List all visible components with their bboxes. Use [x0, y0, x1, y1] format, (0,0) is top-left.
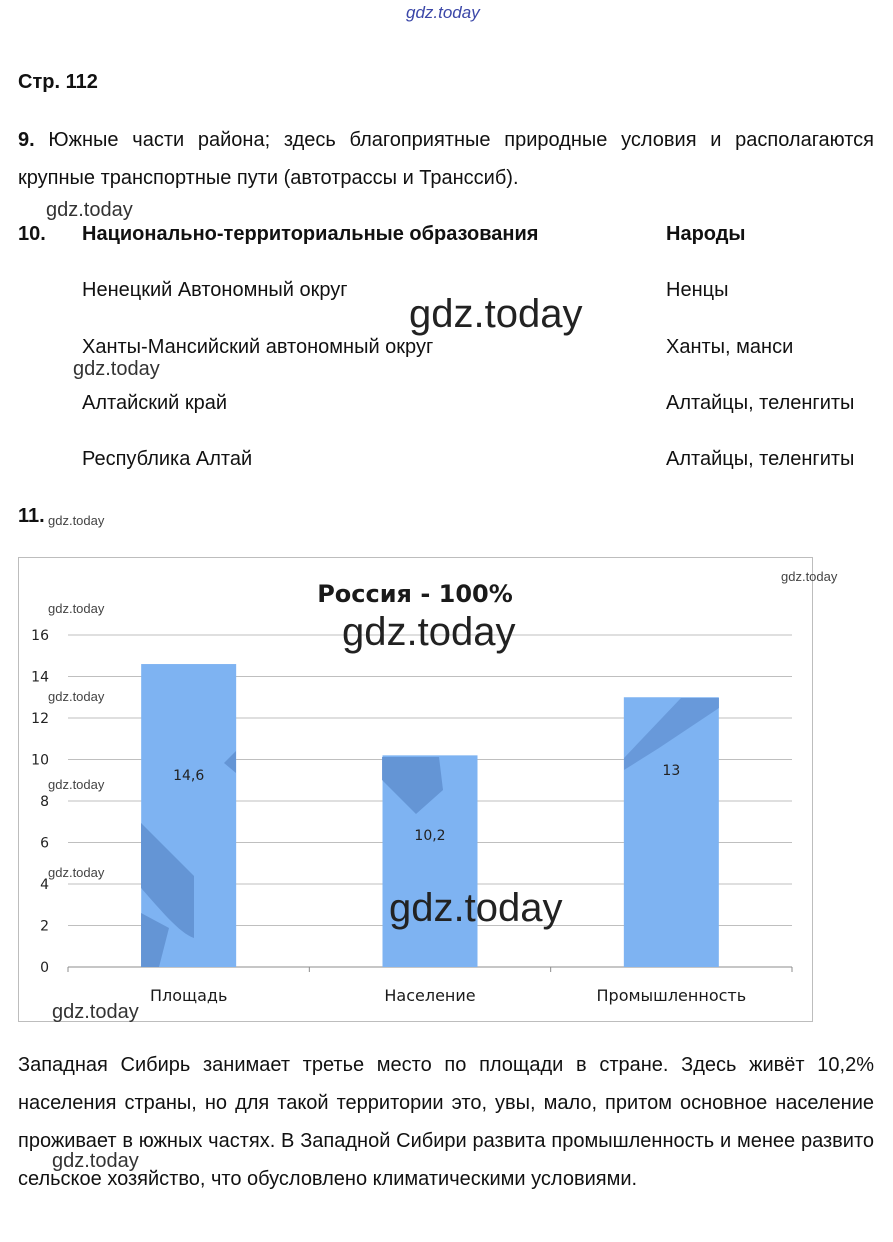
answer-10-number: 10.: [18, 223, 46, 245]
y-tick-label: 6: [40, 835, 49, 852]
y-tick-label: 16: [31, 628, 49, 644]
y-tick-label: 2: [40, 918, 49, 935]
watermark: gdz.today: [52, 1150, 139, 1172]
table-row-peoples: Алтайцы, теленгиты: [666, 392, 855, 414]
watermark: gdz.today: [48, 601, 105, 616]
y-tick-label: 12: [31, 711, 49, 727]
watermark: gdz.today: [409, 292, 583, 336]
chart-title: Россия - 100%: [317, 580, 513, 608]
y-tick-label: 8: [40, 794, 49, 810]
table-header-regions: Национально-территориальные образования: [82, 223, 539, 245]
x-category-label: Население: [384, 986, 476, 1005]
watermark: gdz.today: [52, 1001, 139, 1023]
table-header-peoples: Народы: [666, 223, 746, 245]
table-row-peoples: Ненцы: [666, 279, 729, 301]
table-row-region: Республика Алтай: [82, 448, 253, 470]
answer-9-number: 9.: [18, 129, 35, 151]
table-row-region: Ненецкий Автономный округ: [82, 279, 348, 301]
watermark: gdz.today: [48, 689, 105, 704]
answer-11-number: 11.: [18, 505, 45, 527]
table-row-peoples: Алтайцы, теленгиты: [666, 448, 855, 470]
answer-9: [18, 121, 874, 197]
watermark: gdz.today: [342, 610, 516, 654]
data-label: 10,2: [414, 828, 446, 844]
watermark: gdz.today: [781, 569, 838, 584]
x-category-label: Площадь: [149, 986, 228, 1005]
watermark: gdz.today: [48, 777, 105, 792]
watermark-top: gdz.today: [406, 3, 480, 22]
y-tick-label: 14: [31, 669, 49, 686]
watermark: gdz.today: [48, 865, 105, 880]
y-tick-label: 0: [40, 960, 49, 976]
table-row-peoples: Ханты, манси: [666, 336, 794, 358]
x-category-label: Промышленность: [596, 986, 747, 1005]
y-tick-label: 4: [40, 877, 49, 893]
data-label: 13: [662, 763, 681, 779]
watermark: gdz.today: [46, 199, 133, 221]
table-row-region: Алтайский край: [82, 392, 228, 414]
y-tick-label: 10: [31, 752, 49, 769]
watermark: gdz.today: [389, 886, 563, 930]
answer-11-text: Западная Сибирь занимает третье место по площади в стране. Здесь живёт 10,2% населения страны, но для такой территории это, увы, мало, притом основное население проживает в южных частях. В Западной Сибири развита промышленность и менее развито сельское хозяйство, что обусловлено климатическими условиями.: [18, 1054, 874, 1190]
watermark: gdz.today: [73, 358, 160, 380]
page-reference: Стр. 112: [18, 71, 98, 93]
table-row-region: Ханты-Мансийский автономный округ: [82, 336, 434, 358]
watermark: gdz.today: [48, 513, 105, 528]
answer-9-text: Южные части района; здесь благоприятные природные условия и располагаются крупные транспортные пути (автотрассы и Транссиб).: [18, 129, 874, 189]
data-label: 14,6: [173, 768, 205, 784]
